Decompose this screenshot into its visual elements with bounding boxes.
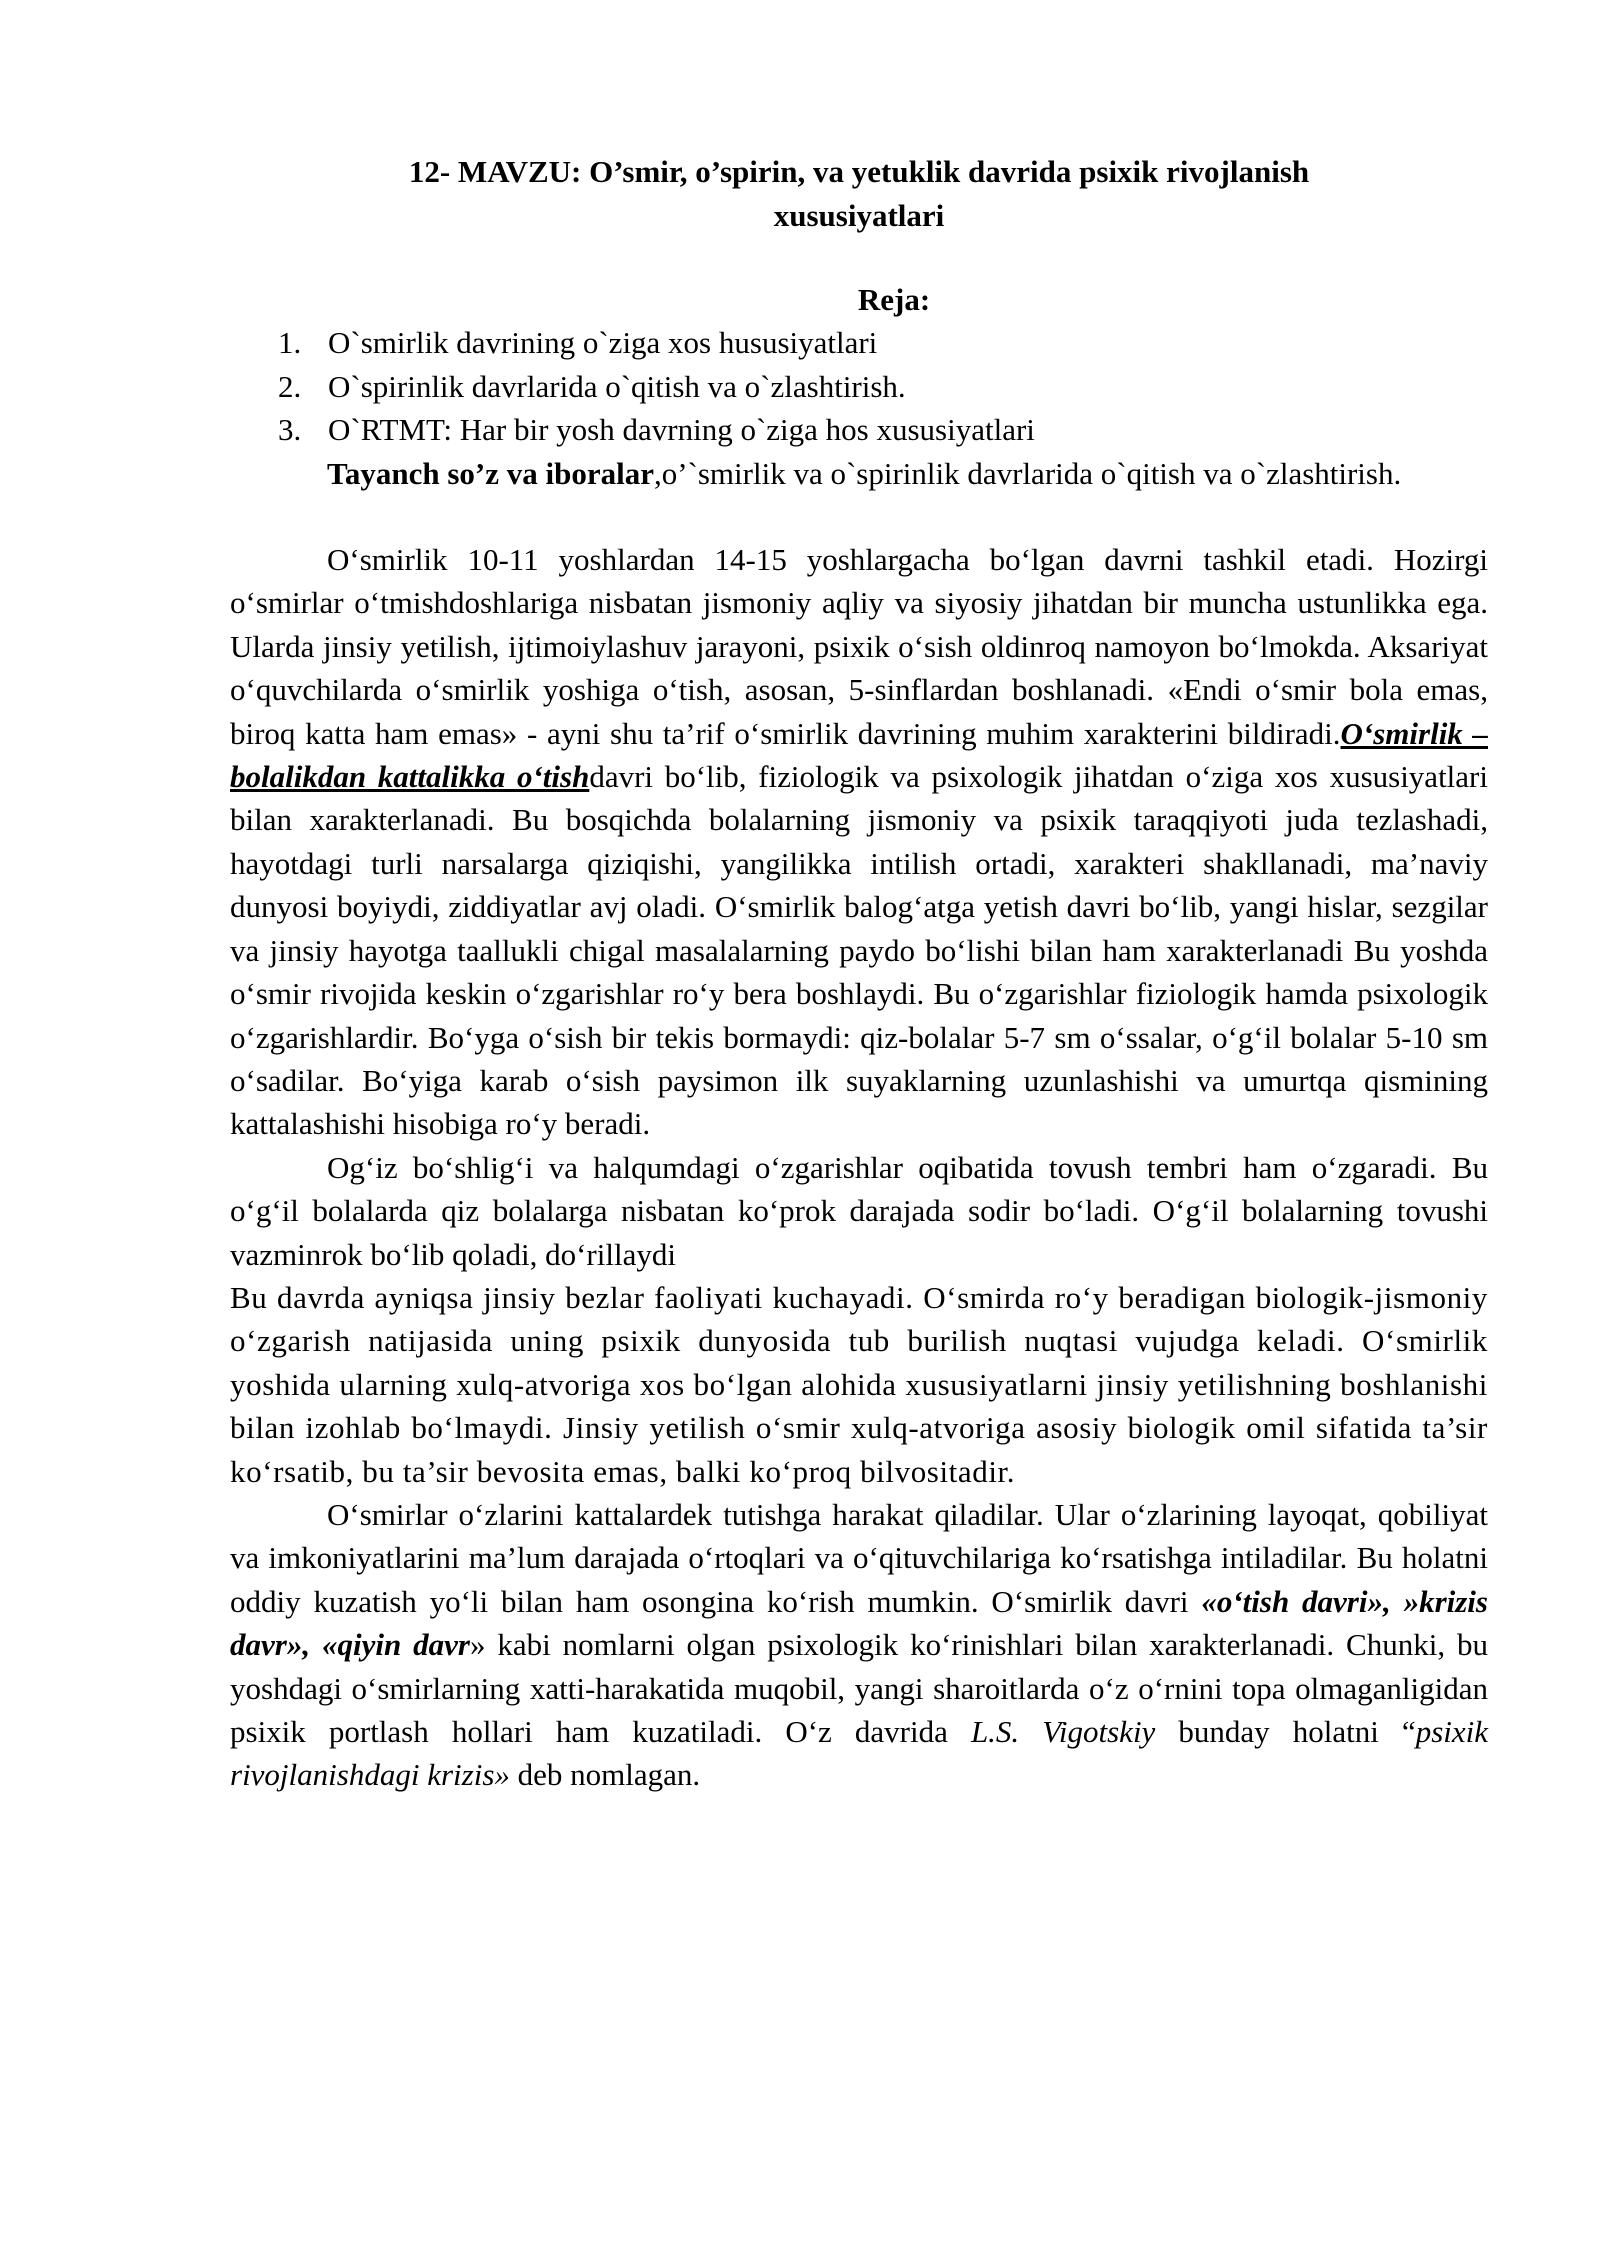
page-title [230, 150, 1488, 238]
plan-item [230, 365, 1130, 408]
plan-item [230, 321, 1130, 364]
emphasized-definition: O‘smirlik – bolalikdan kattalikka o‘tish [230, 715, 1488, 795]
title-line-1: 12- MAVZU: O’smir, o’spirin, va yetuklik davrida psixik rivojlanish [408, 154, 1310, 189]
keywords-label: Tayanch so’z va iboralar [327, 455, 654, 491]
keywords-text: ,o’`smirlik va o`spirinlik davrlarida o`qitish va o`zlashtirish. [653, 455, 1402, 491]
plan-item-text: O`RTMT: Har bir yosh davrning o`ziga hos xususiyatlari [328, 412, 1035, 448]
paragraph-text: O‘smirlar o‘zlarini kattalardek tutishga harakat qiladilar. Ular o‘zlarining layoqat, qobiliyat va imkoniyatlarini ma’lum darajada o‘rtoqlari va o‘qituvchilariga ko‘rsatishga intiladilar. Bu holatni oddiy kuzatish yo‘li bilan ham osongina ko‘rish mumkin. O‘smirlik davri [230, 1496, 1488, 1619]
title-line-2: xususiyatlari [773, 198, 945, 233]
plan-list [230, 321, 1488, 451]
plan-item-number: 3. [278, 412, 302, 448]
paragraph-text: davri bo‘lib, fiziologik va psixologik jihatdan o‘ziga xos xususiyatlari bilan xarakterlanadi. Bu bosqichda bolalarning jismoniy va psixik taraqqiyoti juda tezlashadi, hayotdagi turli narsalarga qiziqishi, yangilikka intilish ortadi, xarakteri shakllanadi, ma’naviy dunyosi boyiydi, ziddiyatlar avj oladi. O‘smirlik balog‘atga yetish davri bo‘lib, yangi hislar, sezgilar va jinsiy hayotga taallukli chigal masalalarning paydo bo‘lishi bilan ham xarakterlanadi Bu yoshda o‘smir rivojida keskin o‘zgarishlar ro‘y bera boshlaydi. Bu o‘zgarishlar fiziologik hamda psixologik o‘zgarishlardir. Bo‘yga o‘sish bir tekis bormaydi: qiz-bolalar 5-7 sm o‘ssalar, o‘g‘il bolalar 5-10 sm o‘sadilar. Bo‘yiga karab o‘sish paysimon ilk suyaklarning uzunlashishi va umurtqa qismining kattalashishi hisobiga ro‘y beradi. [230, 759, 1488, 1142]
paragraph-text: bunday holatni “ [1155, 1714, 1416, 1749]
plan-heading: Reja: [857, 282, 931, 317]
plan-item-number: 1. [278, 325, 302, 361]
plan-item [230, 408, 1120, 451]
paragraph-text: O‘smirlik 10-11 yoshlardan 14-15 yoshlargacha bo‘lgan davrni tashkil etadi. Hozirgi o‘smirlar o‘tmishdoshlariga nisbatan jismoniy aqliy va siyosiy jihatdan bir muncha ustunlikka ega. Ularda jinsiy yetilish, ijtimoiylashuv jarayoni, psixik o‘sish oldinroq namoyon bo‘lmokda. Aksariyat o‘quvchilarda o‘smirlik yoshiga o‘tish, asosan, 5-sinflardan boshlanadi. «Endi o‘smir bola emas, biroq katta ham emas» - ayni shu ta’rif o‘smirlik davrining muhim xarakterini bildiradi. [230, 542, 1488, 751]
plan-item-number: 2. [278, 368, 302, 404]
period-names: «o‘tish davri», »krizis davr», «qiyin davr [230, 1583, 1488, 1663]
keywords-line [230, 452, 1488, 495]
paragraph-3: Bu davrda ayniqsa jinsiy bezlar faoliyati kuchayadi. O‘smirda ro‘y beradigan biologik-jismoniy o‘zgarish natijasida uning psixik dunyosida tub burilish nuqtasi vujudga keladi. O‘smirlik yoshida ularning xulq-atvoriga xos bo‘lgan alohida xususiyatlarni jinsiy yetilishning boshlanishi bilan izohlab bo‘lmaydi. Jinsiy yetilish o‘smir xulq-atvoriga asosiy biologik omil sifatida ta’sir ko‘rsatib, bu ta’sir bevosita emas, balki ko‘proq bilvositadir. [230, 1279, 1488, 1489]
crisis-term: psixik rivojlanishdagi krizis» [230, 1714, 1489, 1793]
paragraph-text: deb nomlagan. [509, 1757, 701, 1793]
paragraph-2: Og‘iz bo‘shlig‘i va halqumdagi o‘zgarishlar oqibatida tovush tembri ham o‘zgaradi. Bu o‘g‘il bolalarda qiz bolalarga nisbatan ko‘prok darajada sodir bo‘ladi. O‘g‘il bolalarning tovushi vazminrok bo‘lib qoladi, do‘rillaydi [230, 1149, 1488, 1272]
plan-item-text: O`spirinlik davrlarida o`qitish va o`zlashtirish. [328, 368, 906, 404]
paragraph-4 [230, 1493, 1488, 1797]
paragraph-text: » kabi nomlarni olgan psixologik ko‘rinishlari bilan xarakterlanadi. Chunki, bu yoshdagi o‘smirlarning xatti-harakatida muqobil, yangi sharoitlarda o‘z o‘rnini topa olmaganligidan psixik portlash hollari ham kuzatiladi. O‘z davrida [230, 1627, 1489, 1749]
paragraph-1 [230, 538, 1488, 1146]
plan-item-text: O`smirlik davrining o`ziga xos hususiyatlari [328, 325, 878, 361]
author-name: L.S. Vigotskiy [970, 1714, 1156, 1749]
